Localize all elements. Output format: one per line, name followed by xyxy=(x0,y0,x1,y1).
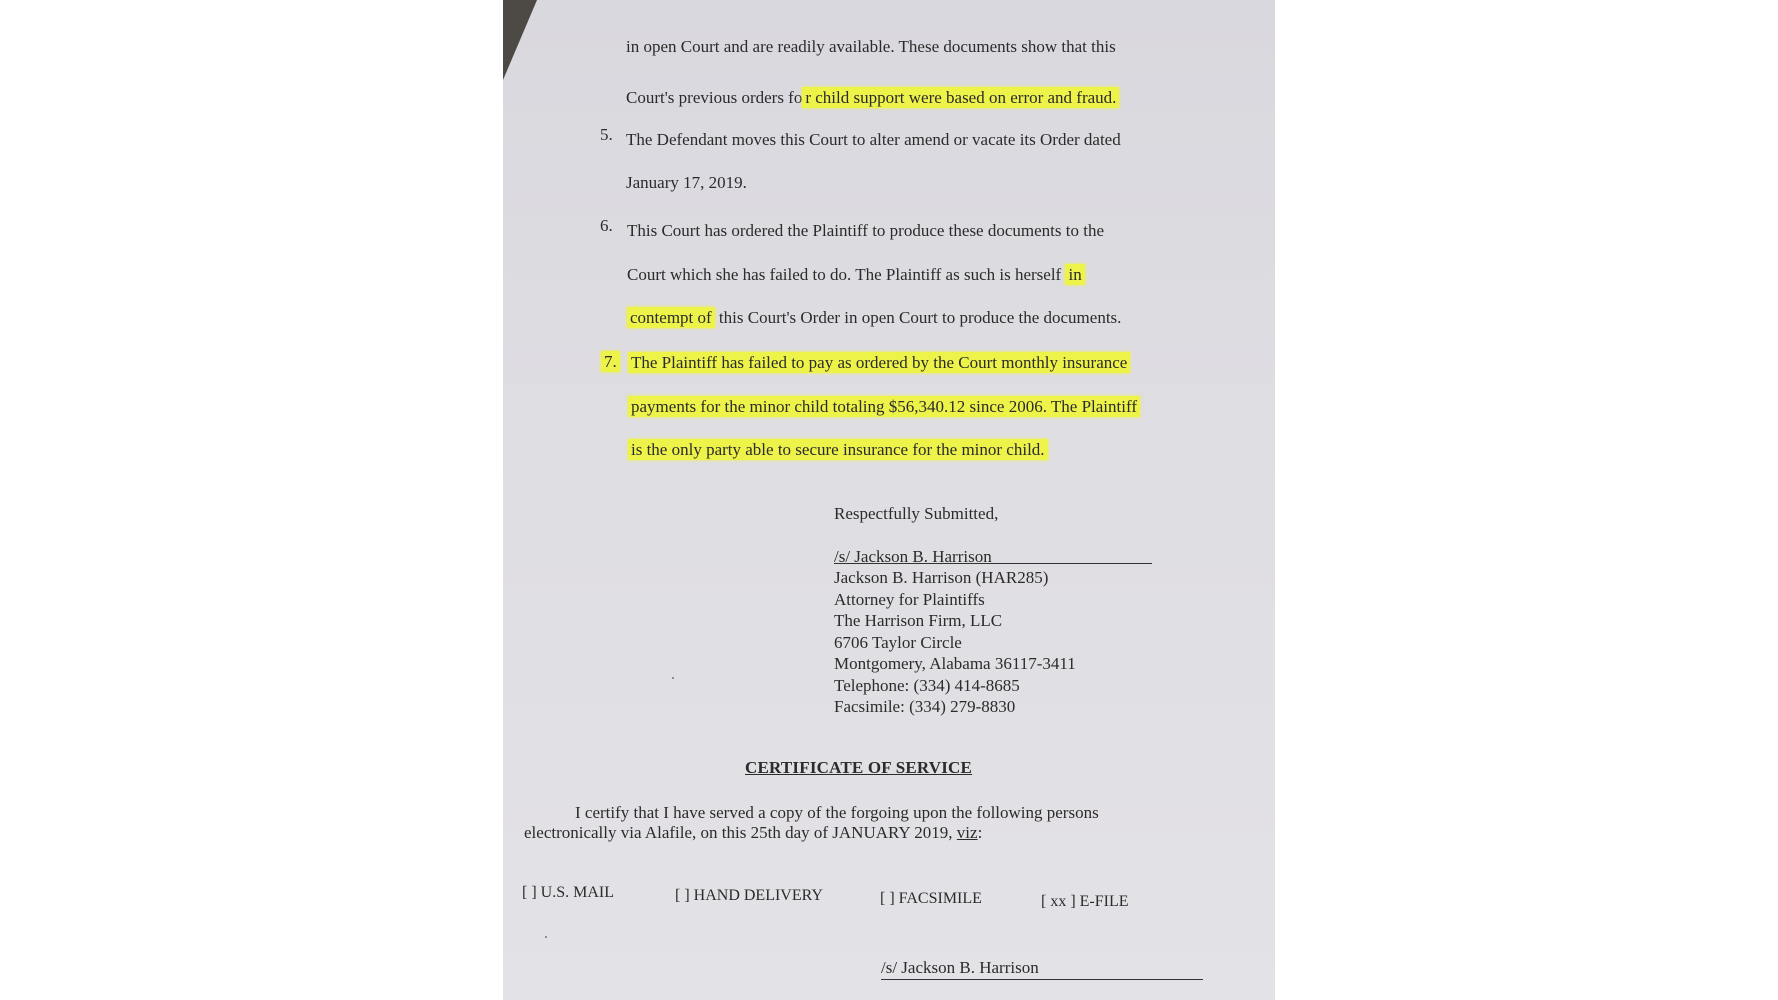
signature-name: Jackson B. Harrison (HAR285) xyxy=(834,568,1049,587)
option-facsimile-box: [ ] xyxy=(880,890,895,907)
item-7-line-3: is the only party able to secure insurance for the minor child. xyxy=(628,439,1048,461)
highlight-child-support: r child support were based on error and fraud. xyxy=(802,87,1119,108)
option-us-mail xyxy=(522,884,614,902)
option-efile-label: E-FILE xyxy=(1079,893,1129,910)
carryover-line-2 xyxy=(626,87,1119,109)
item-number-6: 6. xyxy=(600,216,613,235)
carryover-line-1: in open Court and are readily available. These documents show that this xyxy=(626,37,1116,56)
item-6-line-2 xyxy=(627,264,1085,286)
document-page xyxy=(503,0,1275,1000)
paper-speck xyxy=(672,677,674,679)
highlight-contempt: contempt of xyxy=(627,307,715,328)
paper-speck-2 xyxy=(545,936,547,938)
option-facsimile-label: FACSIMILE xyxy=(898,890,982,907)
item-5-line-2: January 17, 2019. xyxy=(626,173,747,192)
item-6-line-2-text: Court which she has failed to do. The Plaintiff as such is herself xyxy=(627,265,1062,284)
highlight-in: in xyxy=(1065,264,1084,285)
option-hand-delivery-box: [ ] xyxy=(675,887,690,904)
certificate-viz: viz xyxy=(956,823,978,842)
signature-city: Montgomery, Alabama 36117-3411 xyxy=(834,654,1076,673)
option-us-mail-box: [ ] xyxy=(522,884,537,901)
page-corner-shadow xyxy=(503,0,537,80)
item-number-5: 5. xyxy=(600,125,613,144)
signature-closing: Respectfully Submitted, xyxy=(834,504,999,523)
item-6-line-1: This Court has ordered the Plaintiff to produce these documents to the xyxy=(627,221,1104,240)
item-7-line-1: The Plaintiff has failed to pay as ordered by the Court monthly insurance xyxy=(628,352,1130,374)
item-6-line-3 xyxy=(627,307,1121,329)
signature-telephone: Telephone: (334) 414-8685 xyxy=(834,676,1020,695)
item-5-line-1: The Defendant moves this Court to alter amend or vacate its Order dated xyxy=(626,130,1121,149)
carryover-line-2-text: Court's previous orders fo xyxy=(626,88,803,107)
certificate-line-2-text: electronically via Alafile, on this 25th day of JANUARY 2019, xyxy=(524,823,953,842)
signature-street: 6706 Taylor Circle xyxy=(834,633,962,652)
item-6-line-3-text: this Court's Order in open Court to produce the documents. xyxy=(718,308,1122,327)
signature-line xyxy=(834,563,1152,564)
option-us-mail-label: U.S. MAIL xyxy=(540,884,614,901)
signature-facsimile: Facsimile: (334) 279-8830 xyxy=(834,697,1016,716)
option-efile xyxy=(1041,893,1129,911)
option-hand-delivery-label: HAND DELIVERY xyxy=(693,887,823,904)
option-facsimile xyxy=(880,890,982,908)
signature-firm: The Harrison Firm, LLC xyxy=(834,611,1003,630)
item-7-line-2: payments for the minor child totaling $56,340.12 since 2006. The Plaintiff xyxy=(628,396,1140,418)
item-number-7: 7. xyxy=(601,351,620,373)
certificate-line-2: electronically via Alafile, on this 25th day of JANUARY 2019, viz: xyxy=(524,823,983,842)
option-efile-box: [ xx ] xyxy=(1041,893,1076,910)
certificate-signature-line xyxy=(881,979,1203,980)
certificate-title: CERTIFICATE OF SERVICE xyxy=(745,758,973,777)
signature-esig: /s/ Jackson B. Harrison xyxy=(834,547,992,566)
option-hand-delivery xyxy=(675,887,823,905)
certificate-line-1: I certify that I have served a copy of the forgoing upon the following persons xyxy=(575,803,1099,822)
signature-role: Attorney for Plaintiffs xyxy=(834,590,985,609)
certificate-esig: /s/ Jackson B. Harrison xyxy=(881,958,1039,977)
